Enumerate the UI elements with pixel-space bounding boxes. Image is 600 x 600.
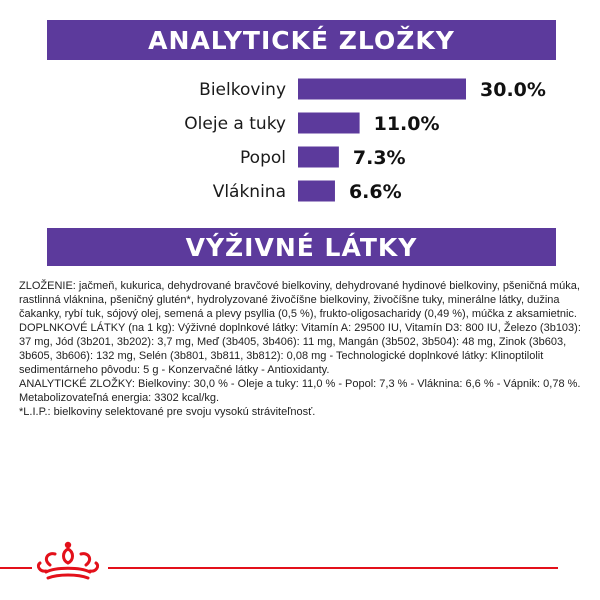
bar — [298, 79, 466, 100]
nutrients-title: VÝŽIVNÉ LÁTKY — [185, 232, 418, 262]
footer-line-right — [108, 567, 558, 569]
crown-icon — [32, 538, 104, 586]
energy-paragraph: Metabolizovateľná energia: 3302 kcal/kg. — [19, 392, 220, 404]
category-label: Oleje a tuky — [184, 114, 286, 134]
category-label: Bielkoviny — [199, 80, 286, 100]
nutrients-banner — [47, 228, 556, 266]
footer-line-left — [0, 567, 32, 569]
value-label: 30.0% — [480, 79, 546, 101]
category-label: Vláknina — [212, 182, 286, 202]
bar — [298, 113, 360, 134]
bar — [298, 181, 335, 202]
composition-text — [19, 279, 587, 419]
value-label: 11.0% — [373, 113, 440, 135]
value-label: 6.6% — [348, 181, 402, 203]
analytic-components-title: ANALYTICKÉ ZLOŽKY — [148, 25, 455, 55]
analytic-components-banner — [47, 20, 556, 60]
category-label: Popol — [240, 148, 286, 168]
ingredients-paragraph: ZLOŽENIE: jačmeň, kukurica, dehydrované bravčové bielkoviny, dehydrované hydinové bielkoviny, pšeničná múka, rastlinná vláknina, pšeničný glutén*, hydrolyzované živočíšne bielkoviny, živočíšne tuky, minerálne látky, dužina čakanky, rybí tuk, sójový olej, semená a plevy psyllia (0,5 %), frukto-oligosacharidy (0,49 %), múčka z aksamietnic. — [19, 280, 580, 320]
lip-note-paragraph: *L.I.P.: bielkoviny selektované pre svoju vysokú stráviteľnosť. — [19, 406, 316, 418]
additives-paragraph: DOPLNKOVÉ LÁTKY (na 1 kg): Výživné doplnkové látky: Vitamín A: 29500 IU, Vitamín D3: 800 IU, Železo (3b103): 37 mg, Jód (3b201, 3b202): 3,7 mg, Meď (3b405, 3b406): 11 mg, Mangán (3b502, 3b504): 48 mg, Zinok (3b603, 3b605, 3b606): 132 mg, Selén (3b801, 3b811, 3b812): 0,08 mg - Technologické doplnkové látky: Klinoptilolit sedimentárneho pôvodu: 5 g - Konzervačné látky - Antioxidanty. — [19, 322, 581, 376]
analytic-components-chart — [0, 68, 600, 218]
value-label: 7.3% — [352, 147, 406, 169]
bar — [298, 147, 339, 168]
analytic-summary-paragraph: ANALYTICKÉ ZLOŽKY: Bielkoviny: 30,0 % - Oleje a tuky: 11,0 % - Popol: 7,3 % - Vláknina: 6,6 % - Vápnik: 0,78 %. — [19, 378, 581, 390]
